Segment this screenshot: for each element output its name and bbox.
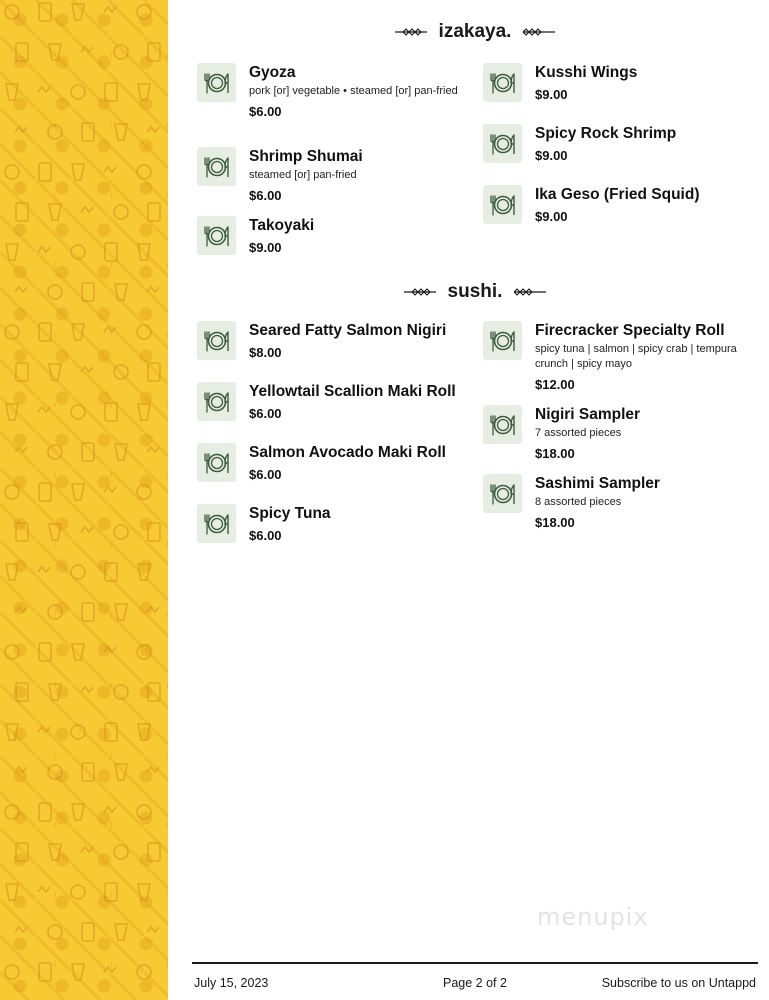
item-price: $8.00 (249, 345, 282, 360)
item-name: Kusshi Wings (535, 64, 638, 81)
plate-cutlery-icon (483, 405, 522, 444)
menu-item (483, 124, 753, 164)
item-name: Firecracker Specialty Roll (535, 322, 725, 339)
wheat-ornament-left-icon (395, 27, 427, 37)
footer-subscribe-link[interactable]: Subscribe to us on Untappd (601, 976, 756, 990)
menu-item (483, 63, 753, 103)
item-name: Salmon Avocado Maki Roll (249, 444, 446, 461)
item-name: Nigiri Sampler (535, 406, 641, 423)
menu-item (483, 321, 753, 393)
item-description: steamed [or] pan-fried (249, 169, 357, 181)
item-name: Shrimp Shumai (249, 148, 363, 165)
footer-divider (192, 962, 758, 964)
item-name: Spicy Tuna (249, 505, 331, 522)
menu-item (483, 474, 753, 531)
plate-cutlery-icon (483, 474, 522, 513)
menupix-watermark: menupix (537, 903, 649, 931)
plate-cutlery-icon (197, 63, 236, 102)
plate-cutlery-icon (483, 124, 522, 163)
footer-page-number: Page 2 of 2 (443, 976, 507, 990)
item-price: $12.00 (535, 377, 575, 392)
item-description: pork [or] vegetable • steamed [or] pan-fried (249, 85, 458, 97)
section-title: sushi. (447, 281, 503, 302)
menu-item (197, 443, 467, 483)
plate-cutlery-icon (197, 321, 236, 360)
plate-cutlery-icon (197, 382, 236, 421)
plate-cutlery-icon (483, 63, 522, 102)
item-description: spicy tuna | salmon | spicy crab | tempura crunch | spicy mayo (535, 343, 737, 370)
wheat-ornament-left-icon (404, 287, 436, 297)
plate-cutlery-icon (197, 147, 236, 186)
item-price: $6.00 (249, 528, 282, 543)
item-price: $9.00 (249, 240, 282, 255)
menu-item (197, 382, 467, 422)
item-name: Yellowtail Scallion Maki Roll (249, 383, 456, 400)
menu-item (197, 504, 467, 544)
plate-cutlery-icon (483, 185, 522, 224)
item-price: $6.00 (249, 467, 282, 482)
section-heading-izakaya (192, 21, 758, 43)
item-description: 8 assorted pieces (535, 496, 622, 508)
menu-page (192, 0, 758, 1000)
item-name: Takoyaki (249, 217, 315, 234)
item-price: $6.00 (249, 104, 282, 119)
item-price: $9.00 (535, 148, 568, 163)
wheat-ornament-right-icon (523, 27, 555, 37)
plate-cutlery-icon (483, 321, 522, 360)
item-description: 7 assorted pieces (535, 427, 622, 439)
decorative-side-panel (0, 0, 168, 1000)
item-name: Ika Geso (Fried Squid) (535, 186, 700, 203)
plate-cutlery-icon (197, 216, 236, 255)
menu-item (483, 405, 753, 462)
item-price: $9.00 (535, 87, 568, 102)
item-price: $9.00 (535, 209, 568, 224)
plate-cutlery-icon (197, 443, 236, 482)
menu-item (197, 63, 467, 120)
item-price: $18.00 (535, 515, 575, 530)
item-price: $6.00 (249, 406, 282, 421)
item-price: $18.00 (535, 446, 575, 461)
menu-item (197, 321, 467, 361)
menu-item (483, 185, 753, 225)
menu-item (197, 216, 467, 256)
item-price: $6.00 (249, 188, 282, 203)
section-title: izakaya. (438, 21, 512, 42)
menu-item (197, 147, 467, 204)
plate-cutlery-icon (197, 504, 236, 543)
item-name: Seared Fatty Salmon Nigiri (249, 322, 447, 339)
section-heading-sushi (192, 281, 758, 303)
wheat-ornament-right-icon (514, 287, 546, 297)
footer-date: July 15, 2023 (194, 976, 269, 990)
item-name: Spicy Rock Shrimp (535, 125, 677, 142)
item-name: Gyoza (249, 64, 296, 81)
item-name: Sashimi Sampler (535, 475, 660, 492)
